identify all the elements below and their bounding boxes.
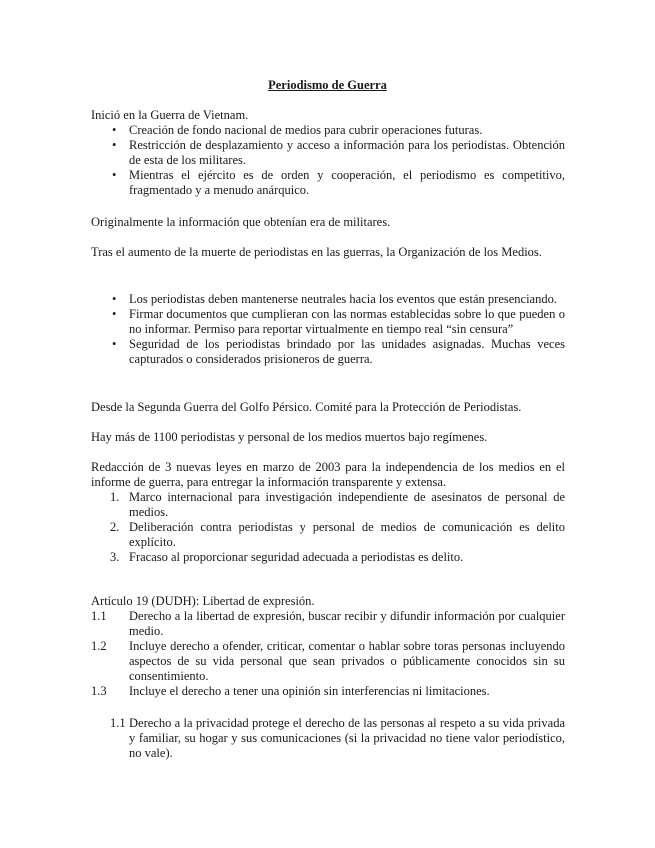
bullet-icon: • — [112, 123, 117, 137]
laws-list — [91, 490, 565, 565]
list-item: • Seguridad de los periodistas brindado por las unidades asignadas. Muchas veces capturados o considerados prisioneros de guerra. — [112, 337, 565, 366]
articulo-list — [91, 609, 565, 699]
paragraph-golfo: Desde la Segunda Guerra del Golfo Pérsico. Comité para la Protección de Periodistas. — [91, 400, 522, 414]
list-item: 3. Fracaso al proporcionar seguridad adecuada a periodistas es delito. — [110, 550, 464, 564]
list-item: • Mientras el ejército es de orden y cooperación, el periodismo es competitivo, fragmentado y a menudo anárquico. — [112, 168, 565, 197]
list-item: 1.3 Incluye el derecho a tener una opinión sin interferencias ni limitaciones. — [91, 684, 490, 698]
privacidad-section — [110, 716, 565, 761]
list-item: 1.2 Incluye derecho a ofender, criticar, comentar o hablar sobre toras personas incluyendo aspectos de su vida personal que sean privados o públicamente conocidos sin su consentimiento. — [91, 639, 565, 683]
articulo-heading: Artículo 19 (DUDH): Libertad de expresión. — [91, 594, 315, 608]
laws-section — [91, 460, 565, 565]
bullet-icon: • — [112, 292, 117, 306]
paragraph-tras: Tras el aumento de la muerte de periodistas en las guerras, la Organización de los Medios. — [91, 245, 542, 259]
intro-text: Inició en la Guerra de Vietnam. — [91, 108, 249, 122]
list-item: 1.1 Derecho a la privacidad protege el derecho de las personas al respeto a su vida privada y familiar, su hogar y sus comunicaciones (si la privacidad no tiene valor periodístico, no vale). — [110, 716, 565, 760]
paragraph-hay: Hay más de 1100 periodistas y personal de los medios muertos bajo regímenes. — [91, 430, 488, 444]
list-item: • Firmar documentos que cumplieran con las normas establecidas sobre lo que pueden o no informar. Permiso para reportar virtualmente en tiempo real “sin censura” — [112, 307, 565, 336]
intro-bullet-list — [91, 123, 565, 198]
organization-bullet-list — [91, 292, 565, 367]
list-item: 2. Deliberación contra periodistas y personal de medios de comunicación es delito explícito. — [110, 520, 565, 549]
list-item: 1.1 Derecho a la libertad de expresión, buscar recibir y difundir información por cualquier medio. — [91, 609, 565, 638]
paragraph-redaccion: Redacción de 3 nuevas leyes en marzo de 2003 para la independencia de los medios en el informe de guerra, para entregar la información transparente y extensa. — [91, 460, 565, 489]
list-item: 1. Marco internacional para investigación independiente de asesinatos de personal de medios. — [110, 490, 565, 519]
list-item: • Los periodistas deben mantenerse neutrales hacia los eventos que están presenciando. — [112, 292, 557, 306]
articulo-section — [91, 594, 565, 699]
document-title: Periodismo de Guerra — [268, 78, 387, 92]
bullet-icon: • — [112, 138, 117, 152]
bullet-icon: • — [112, 168, 117, 182]
intro-section — [91, 108, 565, 198]
list-item: • Restricción de desplazamiento y acceso a información para los periodistas. Obtención de esta de los militares. — [112, 138, 565, 167]
bullet-icon: • — [112, 307, 117, 321]
list-item: • Creación de fondo nacional de medios para cubrir operaciones futuras. — [112, 123, 483, 137]
bullet-icon: • — [112, 337, 117, 351]
paragraph-original: Originalmente la información que obtenían era de militares. — [91, 215, 391, 229]
